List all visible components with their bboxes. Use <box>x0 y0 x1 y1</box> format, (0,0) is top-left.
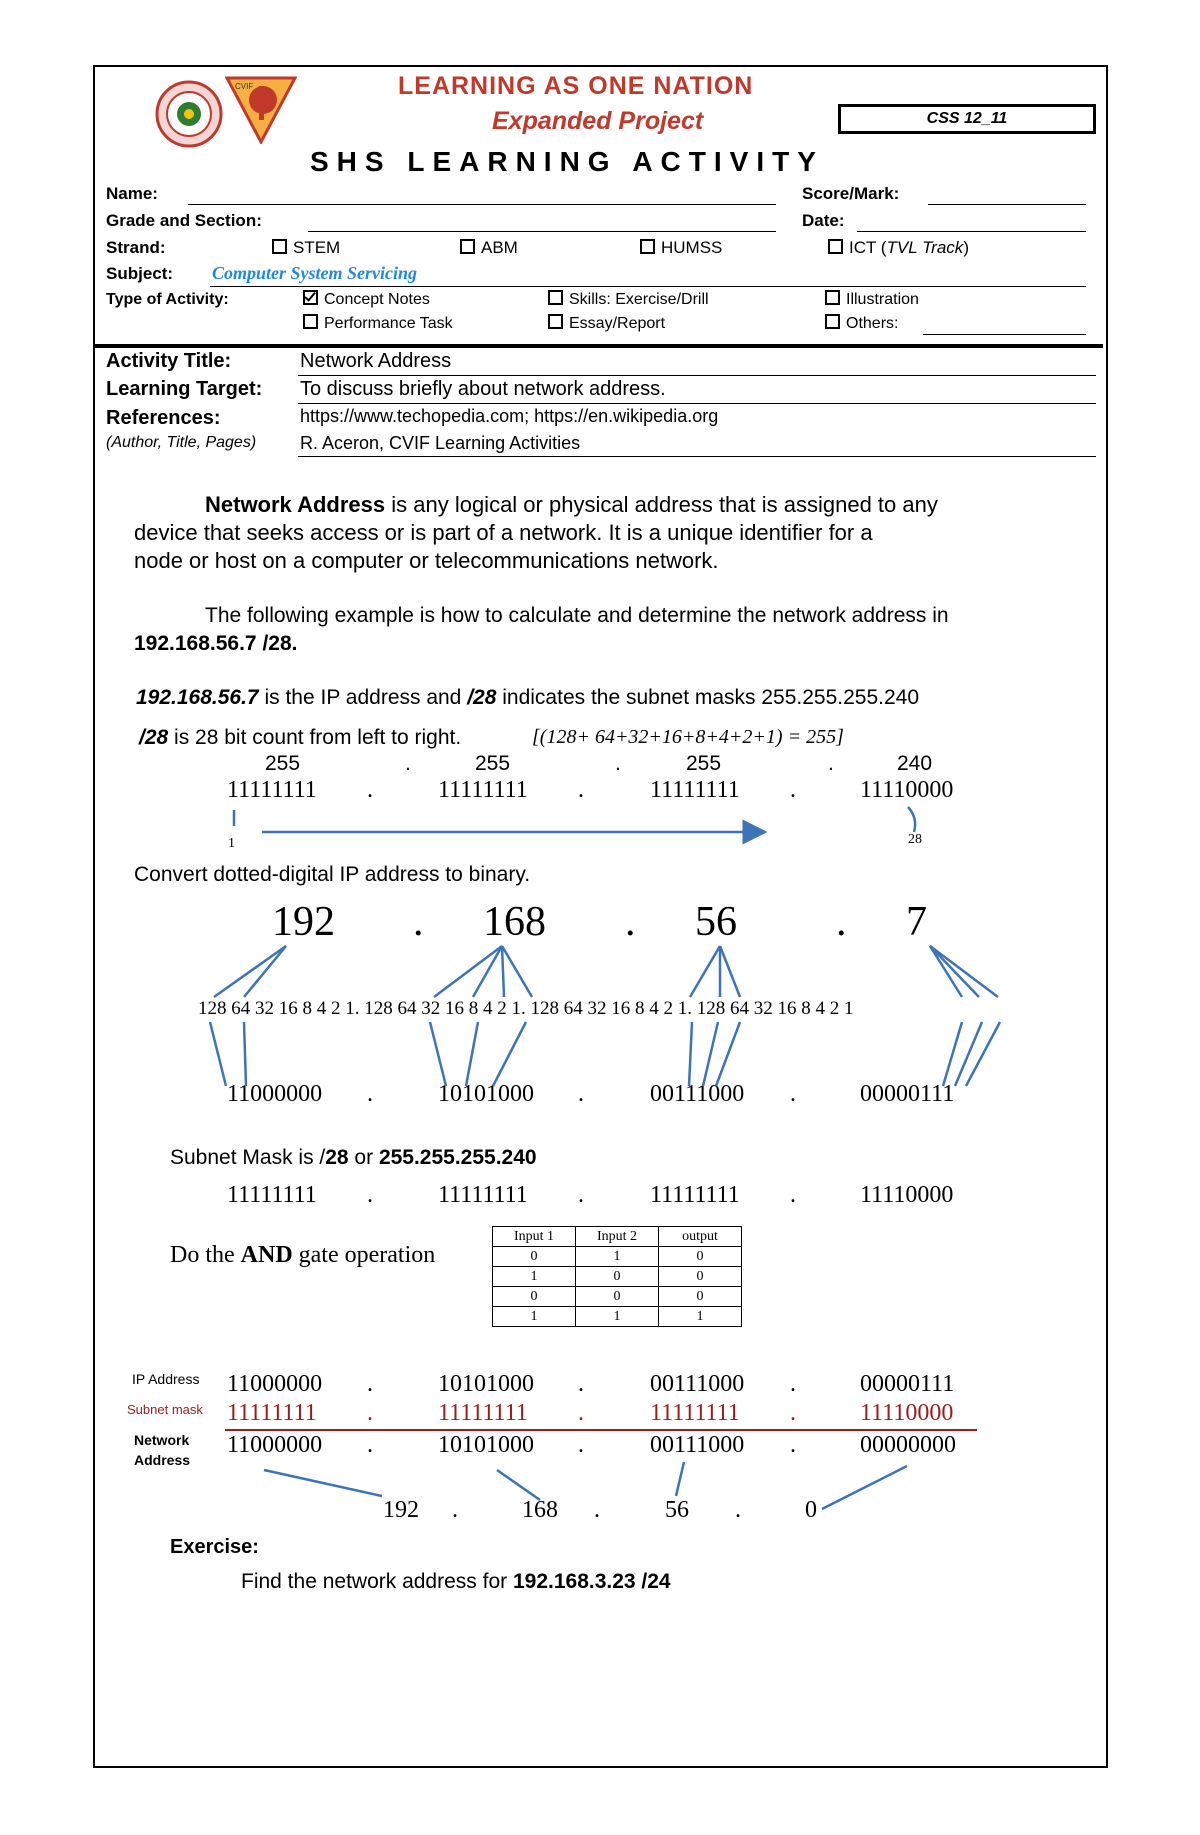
and-mask-4: 11110000 <box>860 1400 954 1426</box>
learning-target-value: To discuss briefly about network address. <box>300 378 666 400</box>
checked-checkbox-icon <box>303 290 318 305</box>
intro-line-3: node or host on a computer or telecommunications network. <box>134 548 719 573</box>
row-net-label-2: Address <box>134 1452 191 1468</box>
type-essay-report[interactable]: Essay/Report <box>548 314 665 333</box>
checkbox-icon <box>548 314 563 329</box>
type-illustration[interactable]: Illustration <box>825 290 919 309</box>
net-decimal-4: 0 <box>805 1497 817 1523</box>
name-field[interactable] <box>188 204 776 205</box>
others-field[interactable] <box>923 334 1086 335</box>
strand-ict[interactable]: ICT (TVL Track) <box>828 238 969 258</box>
activity-code-box: CSS 12_11 <box>838 104 1096 134</box>
checkbox-icon <box>303 314 318 329</box>
and-mask-2: 11111111 <box>438 1400 528 1426</box>
strand-stem[interactable]: STEM <box>272 238 340 258</box>
subnet-mask-label: Subnet Mask is /28 or 255.255.255.240 <box>170 1146 537 1169</box>
mask-decimal-2: 255 <box>475 752 511 775</box>
table-row: 1 0 0 <box>493 1267 742 1287</box>
references-label: References: <box>106 407 221 429</box>
strand-label: Strand: <box>106 238 166 257</box>
exercise-label: Exercise: <box>170 1536 259 1558</box>
ip-explanation: 192.168.56.7 is the IP address and /28 indicates the subnet masks 255.255.255.240 <box>136 686 920 709</box>
mask-decimal-1: 255 <box>265 752 301 775</box>
ip-binary-4: 00000111 <box>860 1081 955 1107</box>
grade-label: Grade and Section: <box>106 211 262 230</box>
ip-binary-1: 11000000 <box>227 1081 323 1107</box>
and-truth-table <box>492 1226 742 1327</box>
type-performance-task[interactable]: Performance Task <box>303 314 453 333</box>
exercise-text: Find the network address for 192.168.3.23 /24 <box>241 1570 671 1593</box>
net-binary-1: 11000000 <box>227 1432 323 1458</box>
ip-octet-4: 7 <box>906 899 927 945</box>
ip-binary-3: 00111000 <box>650 1081 745 1107</box>
intro-line-1: Network Address is any logical or physical address that is assigned to any <box>205 492 938 517</box>
table-row: 0 0 0 <box>493 1287 742 1307</box>
activity-title-value: Network Address <box>300 350 452 372</box>
mask-binary-1: 11111111 <box>227 777 317 803</box>
intro-line-2: device that seeks access or is part of a network. It is a unique identifier for a <box>134 520 873 545</box>
references-line-1: https://www.techopedia.com; https://en.wikipedia.org <box>300 406 719 426</box>
net-decimal-3: 56 <box>665 1497 689 1523</box>
ip-octet-3: 56 <box>695 899 737 945</box>
mask-decimal-3: 255 <box>686 752 722 775</box>
strand-humss[interactable]: HUMSS <box>640 238 722 258</box>
table-row: 0 1 0 <box>493 1247 742 1267</box>
bit-formula: [(128+ 64+32+16+8+4+2+1) = 255] <box>532 726 844 748</box>
and-ip-4: 00000111 <box>860 1371 955 1397</box>
references-line-2: R. Aceron, CVIF Learning Activities <box>300 433 581 453</box>
mask-decimal-4: 240 <box>897 752 933 775</box>
checkbox-icon <box>548 290 563 305</box>
svg-text:CVIF: CVIF <box>235 82 254 91</box>
type-concept-notes[interactable]: Concept Notes <box>303 290 430 309</box>
ip-octet-1: 192 <box>272 899 335 945</box>
header-title: LEARNING AS ONE NATION <box>398 72 754 100</box>
learning-target-label: Learning Target: <box>106 378 263 400</box>
bit-end-label: 28 <box>908 832 922 847</box>
subnet-binary-1: 11111111 <box>227 1182 317 1208</box>
net-decimal-1: 192 <box>383 1497 419 1523</box>
checkbox-icon <box>825 314 840 329</box>
strand-abm[interactable]: ABM <box>460 238 518 258</box>
and-mask-1: 11111111 <box>227 1400 317 1426</box>
date-field[interactable] <box>857 231 1086 232</box>
example-line-2: 192.168.56.7 /28. <box>134 632 298 655</box>
example-line-1: The following example is how to calculate and determine the network address in <box>205 604 949 627</box>
deped-logo <box>225 72 297 144</box>
header-subtitle: Expanded Project <box>492 107 704 135</box>
score-field[interactable] <box>928 204 1086 205</box>
convert-label: Convert dotted-digital IP address to binary. <box>134 863 531 886</box>
bit-count-explanation: /28 is 28 bit count from left to right. <box>139 726 462 749</box>
grade-field[interactable] <box>308 231 776 232</box>
and-ip-3: 00111000 <box>650 1371 745 1397</box>
mask-binary-4: 11110000 <box>860 777 954 803</box>
activity-title-label: Activity Title: <box>106 350 232 372</box>
table-row: 1 1 1 <box>493 1307 742 1327</box>
net-binary-4: 00000000 <box>860 1432 956 1458</box>
and-mask-3: 11111111 <box>650 1400 740 1426</box>
row-net-label-1: Network <box>134 1432 190 1448</box>
row-mask-label: Subnet mask <box>127 1402 203 1417</box>
ip-binary-2: 10101000 <box>438 1081 534 1107</box>
place-values: 128 64 32 16 8 4 2 1. 128 64 32 16 8 4 2 1. 128 64 32 16 8 4 2 1. 128 64 32 16 8 4 2 1 <box>198 998 854 1019</box>
subject-label: Subject: <box>106 264 174 283</box>
subject-value: Computer System Servicing <box>212 263 418 283</box>
type-skills[interactable]: Skills: Exercise/Drill <box>548 290 709 309</box>
ip-octet-2: 168 <box>483 899 546 945</box>
net-binary-2: 10101000 <box>438 1432 534 1458</box>
subnet-binary-3: 11111111 <box>650 1182 740 1208</box>
and-ip-2: 10101000 <box>438 1371 534 1397</box>
subnet-binary-4: 11110000 <box>860 1182 954 1208</box>
date-label: Date: <box>802 211 845 230</box>
score-label: Score/Mark: <box>802 184 900 203</box>
checkbox-icon <box>825 290 840 305</box>
and-ip-1: 11000000 <box>227 1371 323 1397</box>
type-label: Type of Activity: <box>106 291 229 308</box>
type-others[interactable]: Others: <box>825 314 898 333</box>
subnet-binary-2: 11111111 <box>438 1182 528 1208</box>
activity-heading: SHS LEARNING ACTIVITY <box>310 146 824 177</box>
row-ip-label: IP Address <box>132 1371 200 1387</box>
net-binary-3: 00111000 <box>650 1432 745 1458</box>
checkbox-icon <box>828 239 843 254</box>
and-table-header: Input 1 Input 2 output <box>493 1227 742 1247</box>
bit-start-label: 1 <box>228 836 235 851</box>
divider <box>93 344 1103 348</box>
school-seal-logo <box>155 80 223 148</box>
mask-binary-3: 11111111 <box>650 777 740 803</box>
checkbox-icon <box>272 239 287 254</box>
net-decimal-2: 168 <box>522 1497 558 1523</box>
and-operation-label: Do the AND gate operation <box>170 1242 436 1268</box>
references-sub-label: (Author, Title, Pages) <box>106 434 257 451</box>
checkbox-icon <box>640 239 655 254</box>
name-label: Name: <box>106 184 158 203</box>
mask-binary-2: 11111111 <box>438 777 528 803</box>
result-underline <box>225 1429 977 1431</box>
checkbox-icon <box>460 239 475 254</box>
